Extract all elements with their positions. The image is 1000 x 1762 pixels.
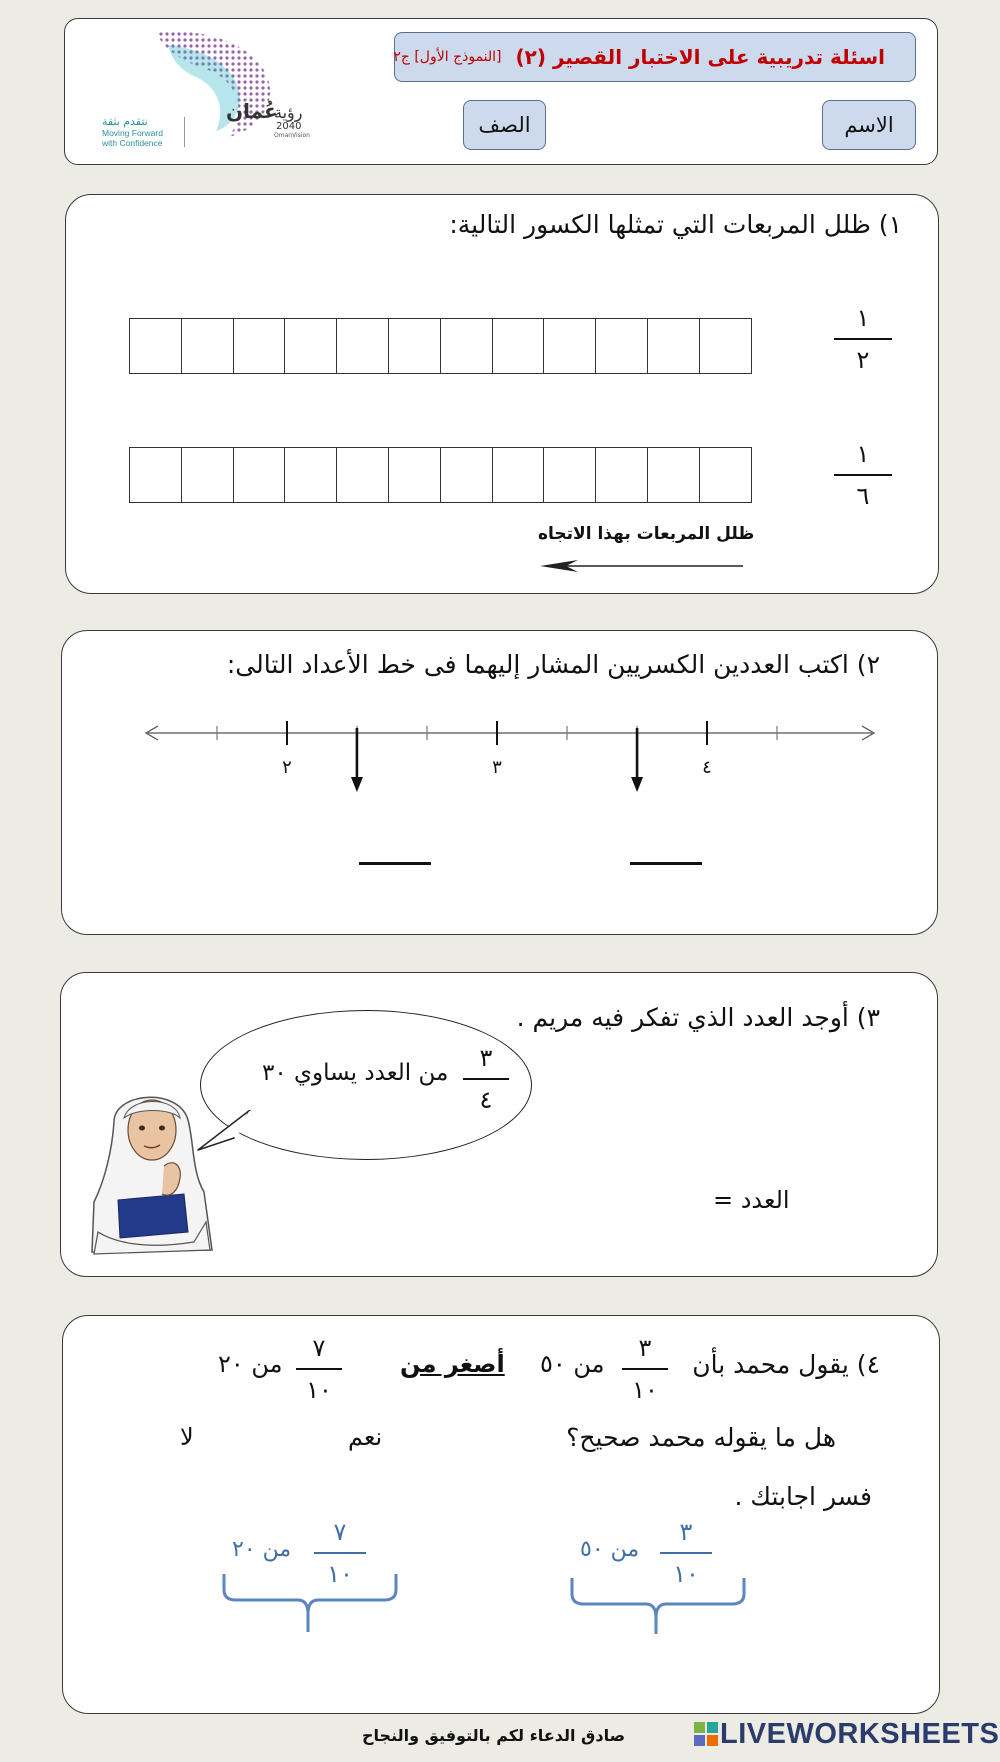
question-3-prompt: ٣) أوجد العدد الذي تفكر فيه مريم .	[516, 1003, 880, 1032]
footer-wish: صادق الدعاء لكم بالتوفيق والنجاح	[362, 1726, 626, 1745]
liveworksheets-logo-icon	[694, 1722, 718, 1746]
grid-cell[interactable]	[181, 318, 234, 374]
pointer-arrow-head	[631, 777, 643, 792]
q4-question: هل ما يقوله محمد صحيح؟	[566, 1423, 836, 1452]
left-arrow-icon	[536, 556, 746, 576]
grid-cell[interactable]	[233, 447, 286, 503]
grid-cell[interactable]	[543, 318, 596, 374]
grid-cell[interactable]	[440, 318, 493, 374]
grid-cell[interactable]	[492, 447, 545, 503]
fraction-denominator: ١٠	[306, 1376, 332, 1404]
number-line-label: ٢	[282, 757, 292, 778]
fraction-denominator: ١٠	[327, 1560, 353, 1588]
question-1-card	[65, 194, 939, 594]
question-1-prompt: ١) ظلل المربعات التي تمثلها الكسور التالية:	[449, 210, 902, 239]
grid-cell[interactable]	[336, 318, 389, 374]
fraction-denominator: ٦	[856, 482, 870, 510]
logo-country-en: OmanVision	[274, 132, 310, 139]
fraction-denominator: ٤	[479, 1086, 493, 1114]
q4-explain: فسر اجابتك .	[734, 1482, 872, 1511]
girl-thinking-illustration	[84, 1082, 220, 1260]
fraction-bar	[834, 474, 892, 476]
bubble-text: من العدد يساوي ٣٠	[262, 1060, 449, 1086]
grid-cell[interactable]	[336, 447, 389, 503]
q4-fraction-2	[296, 1336, 342, 1402]
class-field[interactable]	[463, 100, 546, 150]
class-label: الصف	[478, 113, 531, 137]
name-label: الاسم	[844, 113, 894, 137]
logo-vision-text: رؤية	[274, 103, 303, 122]
fraction-one-half	[834, 306, 892, 372]
grid-cell[interactable]	[233, 318, 286, 374]
fraction-bar	[296, 1368, 342, 1370]
answer-brace-1[interactable]	[568, 1574, 748, 1638]
logo-slogan-en-1: Moving Forward	[102, 128, 163, 138]
bubble-fraction	[463, 1046, 509, 1112]
fraction-bar	[660, 1552, 712, 1554]
fraction-numerator: ٣	[638, 1334, 652, 1362]
shading-grid-half	[129, 318, 752, 374]
grid-cell[interactable]	[492, 318, 545, 374]
grid-cell[interactable]	[440, 447, 493, 503]
fraction-numerator: ٣	[479, 1044, 493, 1072]
grid-cell[interactable]	[284, 318, 337, 374]
q4-of-text-2: من ٢٠	[218, 1350, 283, 1378]
q4-fraction-1	[622, 1336, 668, 1402]
shading-grid-sixth	[129, 447, 752, 503]
grid-cell[interactable]	[284, 447, 337, 503]
oman-vision-logo	[98, 25, 338, 155]
shading-direction-note: ظلل المربعات بهذا الاتجاه	[538, 524, 755, 544]
question-4-prefix: ٤) يقول محمد بأن	[692, 1350, 880, 1379]
fraction-bar	[622, 1368, 668, 1370]
fraction-denominator: ١٠	[632, 1376, 658, 1404]
fraction-denominator: ١٠	[673, 1560, 699, 1588]
grid-cell[interactable]	[129, 318, 182, 374]
answer-line-1[interactable]	[359, 862, 431, 865]
name-field[interactable]	[822, 100, 916, 150]
fraction-denominator: ٢	[856, 346, 870, 374]
title-main: اسئلة تدريبية على الاختبار القصير (٢)	[515, 45, 885, 69]
logo-slogan-ar: نتقدم بثقة	[102, 115, 148, 128]
logo-divider	[184, 117, 185, 147]
fraction-numerator: ٧	[333, 1518, 347, 1546]
number-line	[140, 700, 880, 860]
number-line-label: ٤	[702, 757, 712, 778]
grid-cell[interactable]	[543, 447, 596, 503]
logo-year-text: 2040	[276, 121, 302, 132]
liveworksheets-brand: LIVEWORKSHEETS	[720, 1718, 1000, 1750]
title-subtitle: [النموذج الأول] ج٢	[393, 49, 502, 65]
hint-of-text-1: من ٥٠	[580, 1537, 640, 1562]
question-2-prompt: ٢) اكتب العددين الكسريين المشار إليهما فى خط الأعداد التالى:	[226, 650, 880, 679]
grid-cell[interactable]	[595, 447, 648, 503]
hint-of-text-2: من ٢٠	[232, 1537, 292, 1562]
fraction-bar	[463, 1078, 509, 1080]
grid-cell[interactable]	[647, 318, 700, 374]
fraction-numerator: ١	[856, 304, 870, 332]
answer-line-2[interactable]	[630, 862, 702, 865]
grid-cell[interactable]	[388, 318, 441, 374]
grid-cell[interactable]	[699, 447, 752, 503]
fraction-numerator: ٧	[312, 1334, 326, 1362]
logo-country-text: عُمان	[226, 99, 278, 123]
grid-cell[interactable]	[181, 447, 234, 503]
answer-no[interactable]: لا	[180, 1423, 194, 1451]
fraction-bar	[314, 1552, 366, 1554]
grid-cell[interactable]	[388, 447, 441, 503]
fraction-numerator: ١	[856, 440, 870, 468]
pointer-arrow-head	[351, 777, 363, 792]
fraction-bar	[834, 338, 892, 340]
worksheet-title	[394, 32, 916, 82]
answer-yes[interactable]: نعم	[348, 1423, 383, 1451]
fraction-one-sixth	[834, 442, 892, 508]
number-line-label: ٣	[492, 757, 502, 778]
comparison-text: أصغر من	[400, 1350, 505, 1378]
grid-cell[interactable]	[647, 447, 700, 503]
logo-slogan-en-2: with Confidence	[102, 138, 163, 148]
grid-cell[interactable]	[129, 447, 182, 503]
grid-cell[interactable]	[595, 318, 648, 374]
answer-brace-2[interactable]	[220, 1570, 400, 1636]
grid-cell[interactable]	[699, 318, 752, 374]
q4-of-text-1: من ٥٠	[540, 1350, 605, 1378]
answer-number-label: العدد =	[713, 1186, 790, 1214]
fraction-numerator: ٣	[679, 1518, 693, 1546]
